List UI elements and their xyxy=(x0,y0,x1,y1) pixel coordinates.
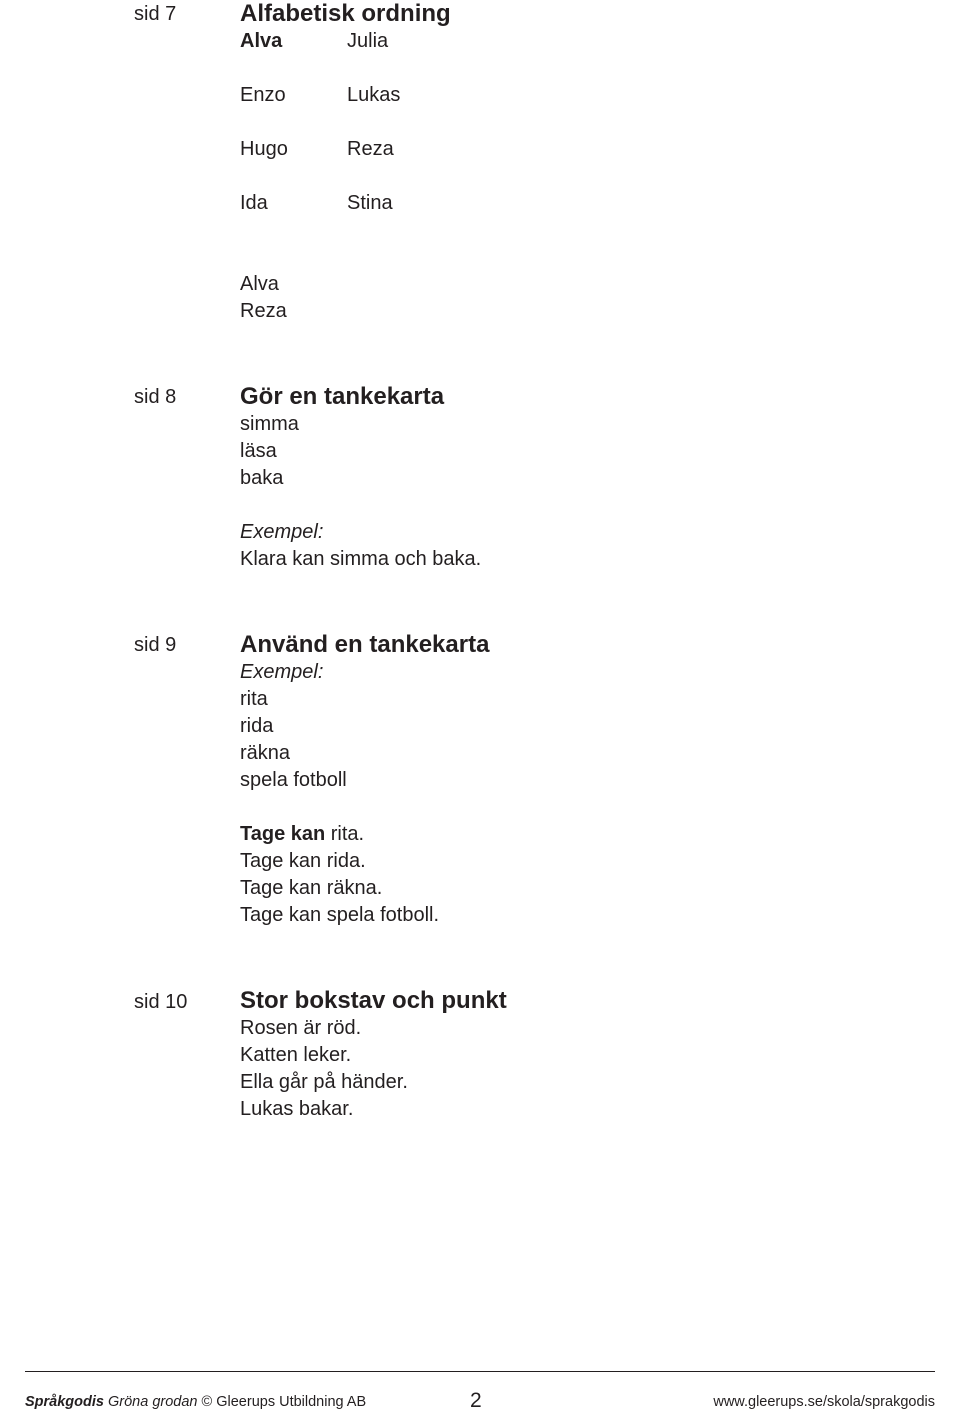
name-item: Ida xyxy=(240,192,268,214)
copyright-icon: © xyxy=(201,1394,213,1410)
name-item: Reza xyxy=(347,138,394,160)
section-title: Gör en tankekarta xyxy=(240,383,445,410)
word-item: räkna xyxy=(240,742,291,764)
section-anvand-en-tankekarta xyxy=(240,631,920,929)
example-label: Exempel: xyxy=(240,661,324,683)
word-item: baka xyxy=(240,467,284,489)
sentence-rest-part: rita. xyxy=(325,823,365,845)
name-item: Alva xyxy=(240,30,283,52)
footer-brand: Språkgodis xyxy=(25,1394,104,1410)
name-item: Enzo xyxy=(240,84,286,106)
name-item: Lukas xyxy=(347,84,401,106)
footer-series: Gröna grodan xyxy=(108,1394,198,1410)
example-label: Exempel: xyxy=(240,521,324,543)
example-sentence: Klara kan simma och baka. xyxy=(240,548,482,570)
section-alfabetisk-ordning xyxy=(240,0,920,325)
sentence-item: Katten leker. xyxy=(240,1044,352,1066)
answer-line: Alva xyxy=(240,273,279,295)
footer-divider xyxy=(25,1371,935,1372)
sentence-item: Lukas bakar. xyxy=(240,1098,354,1120)
name-item: Stina xyxy=(347,192,393,214)
section-title: Alfabetisk ordning xyxy=(240,0,451,27)
page-label-sid-8: sid 8 xyxy=(134,386,177,408)
footer-url[interactable]: www.gleerups.se/skola/sprakgodis xyxy=(713,1394,935,1410)
name-item: Julia xyxy=(347,30,389,52)
example-sentence xyxy=(240,821,920,848)
example-sentence: Tage kan räkna. xyxy=(240,877,383,899)
footer-page-number: 2 xyxy=(470,1389,482,1412)
sentence-item: Ella går på händer. xyxy=(240,1071,408,1093)
example-sentence: Tage kan rida. xyxy=(240,850,366,872)
page-label-sid-7: sid 7 xyxy=(134,3,177,25)
word-item: spela fotboll xyxy=(240,769,347,791)
footer-publisher: Gleerups Utbildning AB xyxy=(216,1394,367,1410)
word-item: rida xyxy=(240,715,274,737)
section-stor-bokstav-och-punkt xyxy=(240,987,920,1123)
word-item: läsa xyxy=(240,440,277,462)
word-item: simma xyxy=(240,413,299,435)
footer-credits xyxy=(25,1392,366,1412)
page-label-sid-9: sid 9 xyxy=(134,634,177,656)
section-gor-en-tankekarta xyxy=(240,383,920,573)
name-item: Hugo xyxy=(240,138,288,160)
page-label-sid-10: sid 10 xyxy=(134,991,188,1013)
answer-line: Reza xyxy=(240,300,287,322)
section-title: Stor bokstav och punkt xyxy=(240,987,507,1014)
section-title: Använd en tankekarta xyxy=(240,631,490,658)
name-grid xyxy=(240,28,920,217)
example-sentence: Tage kan spela fotboll. xyxy=(240,904,440,926)
sentence-item: Rosen är röd. xyxy=(240,1017,362,1039)
word-item: rita xyxy=(240,688,268,710)
sentence-bold-part: Tage kan xyxy=(240,823,326,845)
